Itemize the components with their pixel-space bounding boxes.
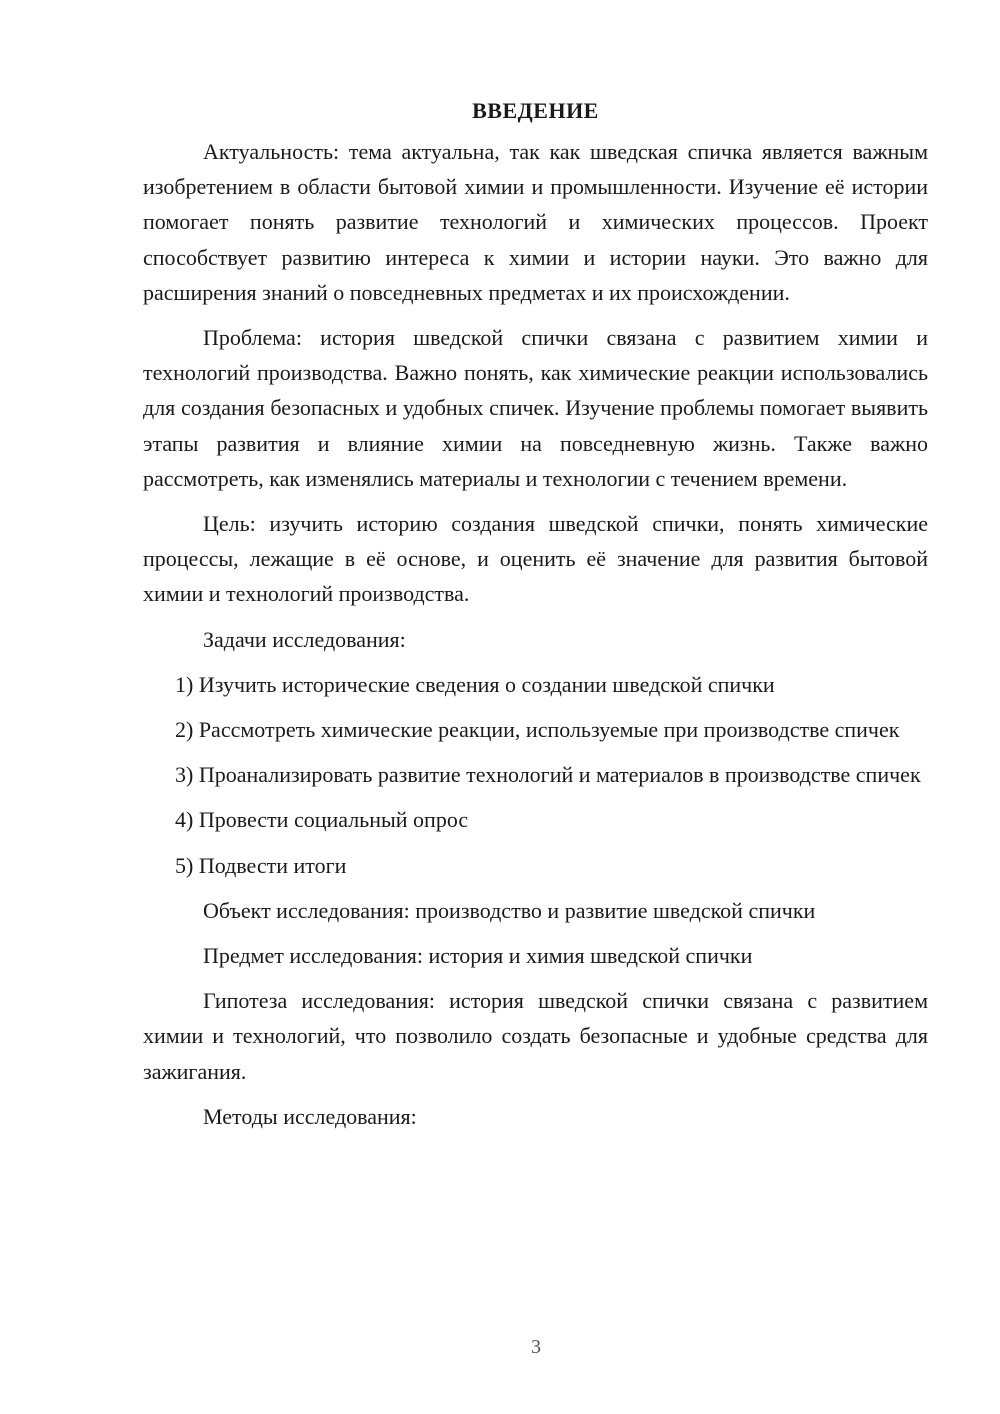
goal-paragraph: Цель: изучить историю создания шведской спички, понять химические процессы, лежащие в её основе, и оценить её значение для развития бытовой химии и технологий производства. <box>143 511 928 607</box>
tasks-heading: Задачи исследования: <box>203 626 406 652</box>
problem-paragraph: Проблема: история шведской спички связана с развитием химии и технологий производства. Важно понять, как химические реакции использовались для создания безопасных и удобных спичек. Изучение проблемы помогает выявить этапы развития и влияние химии на повседневную жизнь. Также важно рассмотреть, как изменялись материалы и технологии с течением времени. <box>143 325 928 491</box>
task-item-5: 5) Подвести итоги <box>175 852 347 878</box>
task-item-3: 3) Проанализировать развитие технологий и материалов в производстве спичек <box>175 762 921 788</box>
section-title: ВВЕДЕНИЕ <box>472 98 599 123</box>
methods-heading: Методы исследования: <box>203 1103 417 1129</box>
task-item-1: 1) Изучить исторические сведения о создании шведской спички <box>175 671 775 697</box>
subject-paragraph: Предмет исследования: история и химия шведской спички <box>203 943 753 969</box>
task-item-2: 2) Рассмотреть химические реакции, используемые при производстве спичек <box>175 717 900 743</box>
hypothesis-paragraph: Гипотеза исследования: история шведской спички связана с развитием химии и технологий, что позволило создать безопасные и удобные средства для зажигания. <box>143 988 928 1084</box>
page-number: 3 <box>531 1336 541 1358</box>
document-page <box>143 96 928 1144</box>
object-paragraph: Объект исследования: производство и развитие шведской спички <box>203 897 816 923</box>
task-item-4: 4) Провести социальный опрос <box>175 807 469 833</box>
relevance-paragraph: Актуальность: тема актуальна, так как шведская спичка является важным изобретением в области бытовой химии и промышленности. Изучение её истории помогает понять развитие технологий и химических процессов. Проект способствует развитию интереса к химии и истории науки. Это важно для расширения знаний о повседневных предметах и их происхождении. <box>143 139 928 305</box>
